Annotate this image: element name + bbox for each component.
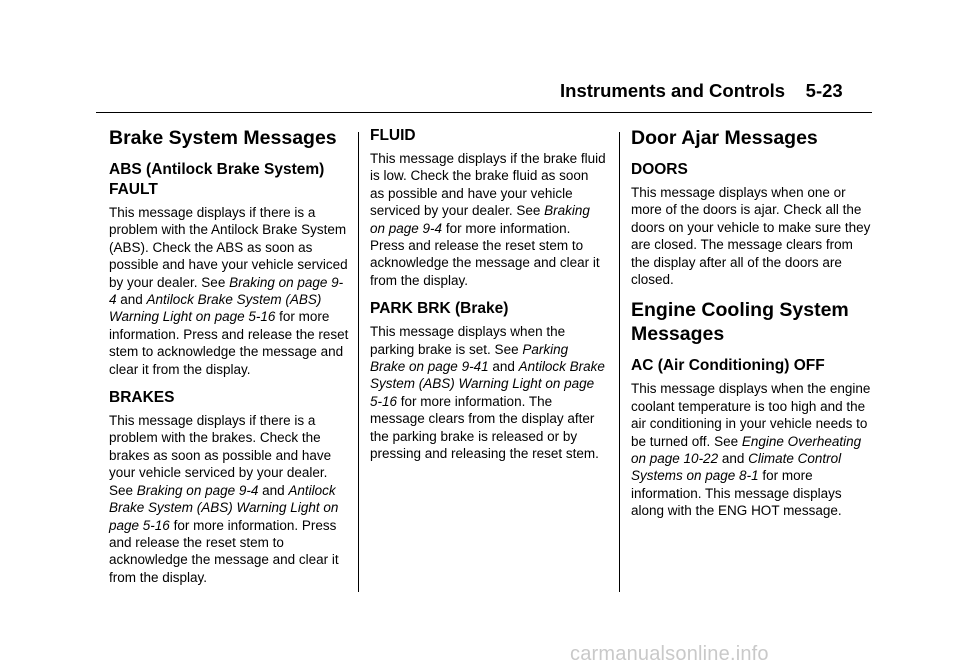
heading-door-ajar-messages: Door Ajar Messages [631,127,818,149]
paragraph-ac-off [631,380,873,519]
link-braking[interactable]: Braking on page 9-4 [109,274,344,308]
text: for more information. Press and release the reset stem to acknowledge the message and clear it from the display. [370,220,600,288]
link-braking[interactable]: Braking on page 9-4 [136,482,259,498]
text: for more information. This message displays along with the ENG HOT message. [631,468,842,519]
text: and [718,451,749,467]
heading-engine-cooling-system-messages: Engine Cooling System Messages [631,299,849,346]
column-3 [631,126,873,530]
text: This message displays if the brake fluid is low. Check the brake fluid as soon as possible and have your vehicle serviced by your dealer. See [370,151,606,219]
paragraph-abs-fault [109,204,349,378]
text: for more information. Press and release the reset stem to acknowledge the message and clear it from the display. [109,309,349,377]
column-2 [370,126,606,473]
heading-brake-system-messages: Brake System Messages [109,127,337,149]
page-number: 5-23 [805,80,843,101]
text: and [258,482,289,498]
text: This message displays when the parking brake is set. See [370,324,566,357]
text: This message displays if there is a problem with the brakes. Check the brakes as soon as possible and have your vehicle serviced by your dealer. See [109,413,332,498]
paragraph-fluid [370,150,606,289]
link-parking-brake[interactable]: Parking Brake on page 9-41 [370,341,569,375]
link-braking[interactable]: Braking on page 9-4 [370,203,590,236]
link-engine-overheating[interactable]: Engine Overheating on page 10-22 [631,433,862,467]
heading-brakes: BRAKES [109,389,175,407]
link-abs-warning-light[interactable]: Antilock Brake System (ABS) Warning Light on page 5-16 [109,482,339,533]
text: and [116,292,147,308]
paragraph-brakes [109,412,349,586]
column-1 [109,126,349,596]
heading-ac-off: AC (Air Conditioning) OFF [631,357,825,375]
text: This message displays when the engine coolant temperature is too high and the air conditioning in your vehicle needs to be turned off. See [631,381,871,449]
link-abs-warning-light[interactable]: Antilock Brake System (ABS) Warning Light on page 5-16 [109,292,322,325]
paragraph-park-brk [370,323,606,462]
heading-fluid: FLUID [370,127,416,144]
text: for more information. The message clears from the display after the parking brake is released or by pressing and releasing the reset stem. [370,393,599,462]
link-climate-control-systems[interactable]: Climate Control Systems on page 8-1 [631,451,842,484]
text: and [488,359,519,375]
text: for more information. Press and release the reset stem to acknowledge the message and clear it from the display. [109,517,339,585]
link-abs-warning-light[interactable]: Antilock Brake System (ABS) Warning Light on page 5-16 [370,359,605,409]
column-divider-2 [619,132,620,592]
page-header [560,80,843,102]
watermark: carmanualsonline.info [570,643,769,665]
text: This message displays if there is a problem with the Antilock Brake System (ABS). Check the ABS as soon as possible and have your vehicle serviced by your dealer. See [109,205,348,290]
column-divider-1 [358,132,359,592]
heading-doors: DOORS [631,161,688,178]
paragraph-doors: This message displays when one or more of the doors is ajar. Check all the doors on your vehicle to make sure they are closed. The message clears from the display after all of the doors are closed. [631,185,871,288]
header-rule [96,112,872,113]
heading-park-brk: PARK BRK (Brake) [370,300,509,318]
section-title: Instruments and Controls [560,80,786,101]
heading-abs-fault: ABS (Antilock Brake System) FAULT [109,161,325,198]
